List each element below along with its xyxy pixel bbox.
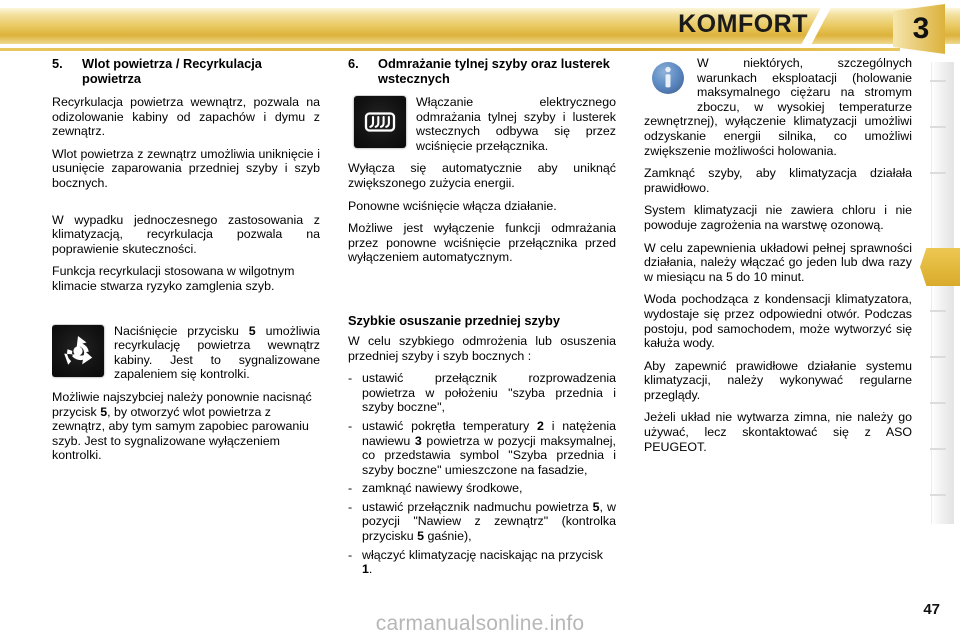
paragraph-c2-icon: Włączanie elektrycznego odmrażania tylnej szyby i lusterek wstecznych odbywa się przez wciśnięcie przełącznika.: [416, 95, 616, 153]
paragraph-c3-3: W celu zapewnienia układowi pełnej sprawności działania, należy włączać go jeden lub dwa razy w miesiącu na 5 do 10 minut.: [644, 240, 912, 284]
closing-part-2: , by otworzyć wlot powietrza z zewnątrz, aby tym samym zapobiec parowaniu szyb. Jest to sygnalizowane wyłączeniem kontrolki.: [52, 404, 309, 463]
info-icon-container: [648, 58, 688, 98]
section-title-5: Wlot powietrza / Recyrkulacja powietrza: [82, 56, 262, 86]
paragraph-c2-2: Ponowne wciśnięcie włącza działanie.: [348, 198, 557, 213]
step-text-4: [362, 500, 616, 543]
step-text-run: ustawić przełącznik nadmuchu powietrza: [362, 499, 593, 514]
closing-part-1: Możliwie najszybciej należy ponownie nacisnąć przycisk: [52, 389, 312, 419]
icon-bold-5: 5: [248, 323, 256, 338]
list-item: [348, 419, 616, 477]
dash-marker: -: [348, 371, 353, 386]
watermark: carmanualsonline.info: [375, 612, 585, 635]
step-emphasis: 5: [592, 499, 600, 514]
quick-demist-steps: [348, 371, 616, 577]
rear-defrost-icon-container: [354, 96, 406, 148]
step-text-run: ustawić przełącznik rozprowadzenia powietrza w położeniu "szyba przednia i szyby boczne",: [362, 371, 616, 415]
column-1: [52, 56, 320, 471]
paragraph-c2-1: Wyłącza się automatycznie aby uniknąć zwiększonego zużycia energii.: [348, 161, 616, 190]
paragraph-c3-1: Zamknąć szyby, aby klimatyzacja działała prawidłowo.: [644, 166, 912, 195]
step-text-2: [362, 419, 616, 477]
page-number: 47: [923, 601, 940, 618]
paragraph-c2-intro: W celu szybkiego odmrożenia lub osuszenia przedniej szyby i szyb bocznych :: [348, 333, 616, 363]
paragraph-c1-1: Recyrkulacja powietrza wewnątrz, pozwala na odizolowanie kabiny od zapachów i dymu z zewnątrz.: [52, 95, 320, 139]
dash-marker: -: [348, 418, 353, 433]
column-2: [348, 56, 616, 581]
recirculation-icon: [52, 325, 104, 377]
step-text-run: .: [368, 562, 373, 577]
step-emphasis: 2: [536, 418, 544, 433]
section-heading-5: [52, 56, 320, 86]
step-text-run: i natężenia nawiewu: [362, 418, 616, 448]
page-title: KOMFORT: [678, 10, 808, 38]
info-icon: [648, 58, 688, 98]
list-item: [348, 548, 616, 577]
recirculation-icon-block: [52, 324, 320, 382]
step-text-run: włączyć klimatyzację naciskając na przycisk: [362, 547, 604, 562]
step-text-5: [362, 548, 603, 577]
step-text-run: ustawić pokrętła temperatury: [362, 418, 537, 433]
column-3: [644, 56, 912, 462]
dash-marker: -: [348, 547, 353, 562]
step-text-run: powietrza w pozycji maksymalnej, co przedstawia symbol "Szyba przednia i szyby boczne" umieszczone na fasadzie,: [362, 433, 616, 477]
icon-text-before: Naciśnięcie przycisku: [114, 323, 249, 338]
header-underline: [0, 48, 900, 51]
paragraph-c3-info: W niektórych, szczególnych warunkach eksploatacji (holowanie maksymalnego ciężaru na stromym zboczu, w wysokiej temperaturze zewnętrznej), wyłączenie klimatyzacji umożliwi odzyskanie energii silnika, co umożliwi zwiększenie możliwości holowania.: [644, 56, 912, 158]
section-number-6: 6.: [348, 56, 359, 71]
step-text-1: [362, 371, 616, 414]
list-item: [348, 481, 616, 496]
section-heading-6: [348, 56, 616, 86]
paragraph-c3-5: Aby zapewnić prawidłowe działanie systemu klimatyzacji, należy wykonywać regularne przeglądy.: [644, 358, 912, 402]
paragraph-c3-6: Jeżeli układ nie wytwarza zimna, nie należy go używać, lecz skontaktować się z ASO PEUGEOT.: [644, 410, 912, 454]
step-text-3: [362, 481, 522, 495]
paragraph-c1-2: Wlot powietrza z zewnątrz umożliwia uniknięcie i usunięcie zaparowania przedniej szyby i szyb bocznych.: [52, 146, 320, 190]
section-title-6: Odmrażanie tylnej szyby oraz lusterek wstecznych: [378, 56, 610, 86]
rear-defrost-icon-block: [348, 95, 616, 153]
step-emphasis: 1: [362, 562, 369, 577]
paragraph-c1-4: Funkcja recyrkulacji stosowana w wilgotnym klimacie stwarza ryzyko zamglenia szyb.: [52, 264, 295, 293]
subsection-title-quick-demist: Szybkie osuszanie przedniej szyby: [348, 312, 560, 328]
step-text-run: , w pozycji "Nawiew z zewnątrz" (kontrolka przycisku: [362, 499, 616, 544]
paragraph-c3-2: System klimatyzacji nie zawiera chloru i nie powoduje zagrożenia na warstwę ozonową.: [644, 203, 912, 232]
spacer: [348, 273, 616, 313]
list-item: [348, 371, 616, 415]
info-note-block: [644, 56, 912, 158]
recirculation-icon-container: [52, 325, 104, 377]
paragraph-c1-3: W wypadku jednoczesnego zastosowania z klimatyzacją, recyrkulacja pozwala na poprawienie skuteczności.: [52, 212, 320, 256]
page-content: [0, 56, 960, 596]
spacer: [52, 302, 320, 324]
paragraph-c1-closing: [52, 390, 320, 463]
step-emphasis: 3: [414, 433, 422, 448]
paragraph-c2-3: Możliwe jest wyłączenie funkcji odmrażania przez ponowne wciśnięcie przełącznika przed wyłączeniem automatycznym.: [348, 221, 616, 265]
dash-marker: -: [348, 499, 353, 514]
paragraph-c3-4: Woda pochodząca z kondensacji klimatyzatora, wydostaje się przez odpowiedni otwór. Podczas postoju, pod samochodem, może wytworzyć się kałuża wody.: [644, 292, 912, 351]
icon-text-after: umożliwia recyrkulację powietrza wewnątrz kabiny. Jest to sygnalizowane zapaleniem się kontrolki.: [114, 323, 320, 382]
step-text-run: gaśnie),: [424, 529, 472, 544]
dash-marker: -: [348, 481, 353, 496]
page-header: [0, 0, 960, 56]
chapter-number: 3: [912, 12, 930, 45]
section-number-5: 5.: [52, 56, 63, 71]
list-item: [348, 500, 616, 544]
closing-bold-5: 5: [100, 404, 108, 419]
step-emphasis: 5: [417, 529, 424, 544]
step-text-run: zamknąć nawiewy środkowe,: [362, 481, 523, 496]
rear-defrost-icon: [354, 96, 406, 148]
spacer: [52, 199, 320, 213]
